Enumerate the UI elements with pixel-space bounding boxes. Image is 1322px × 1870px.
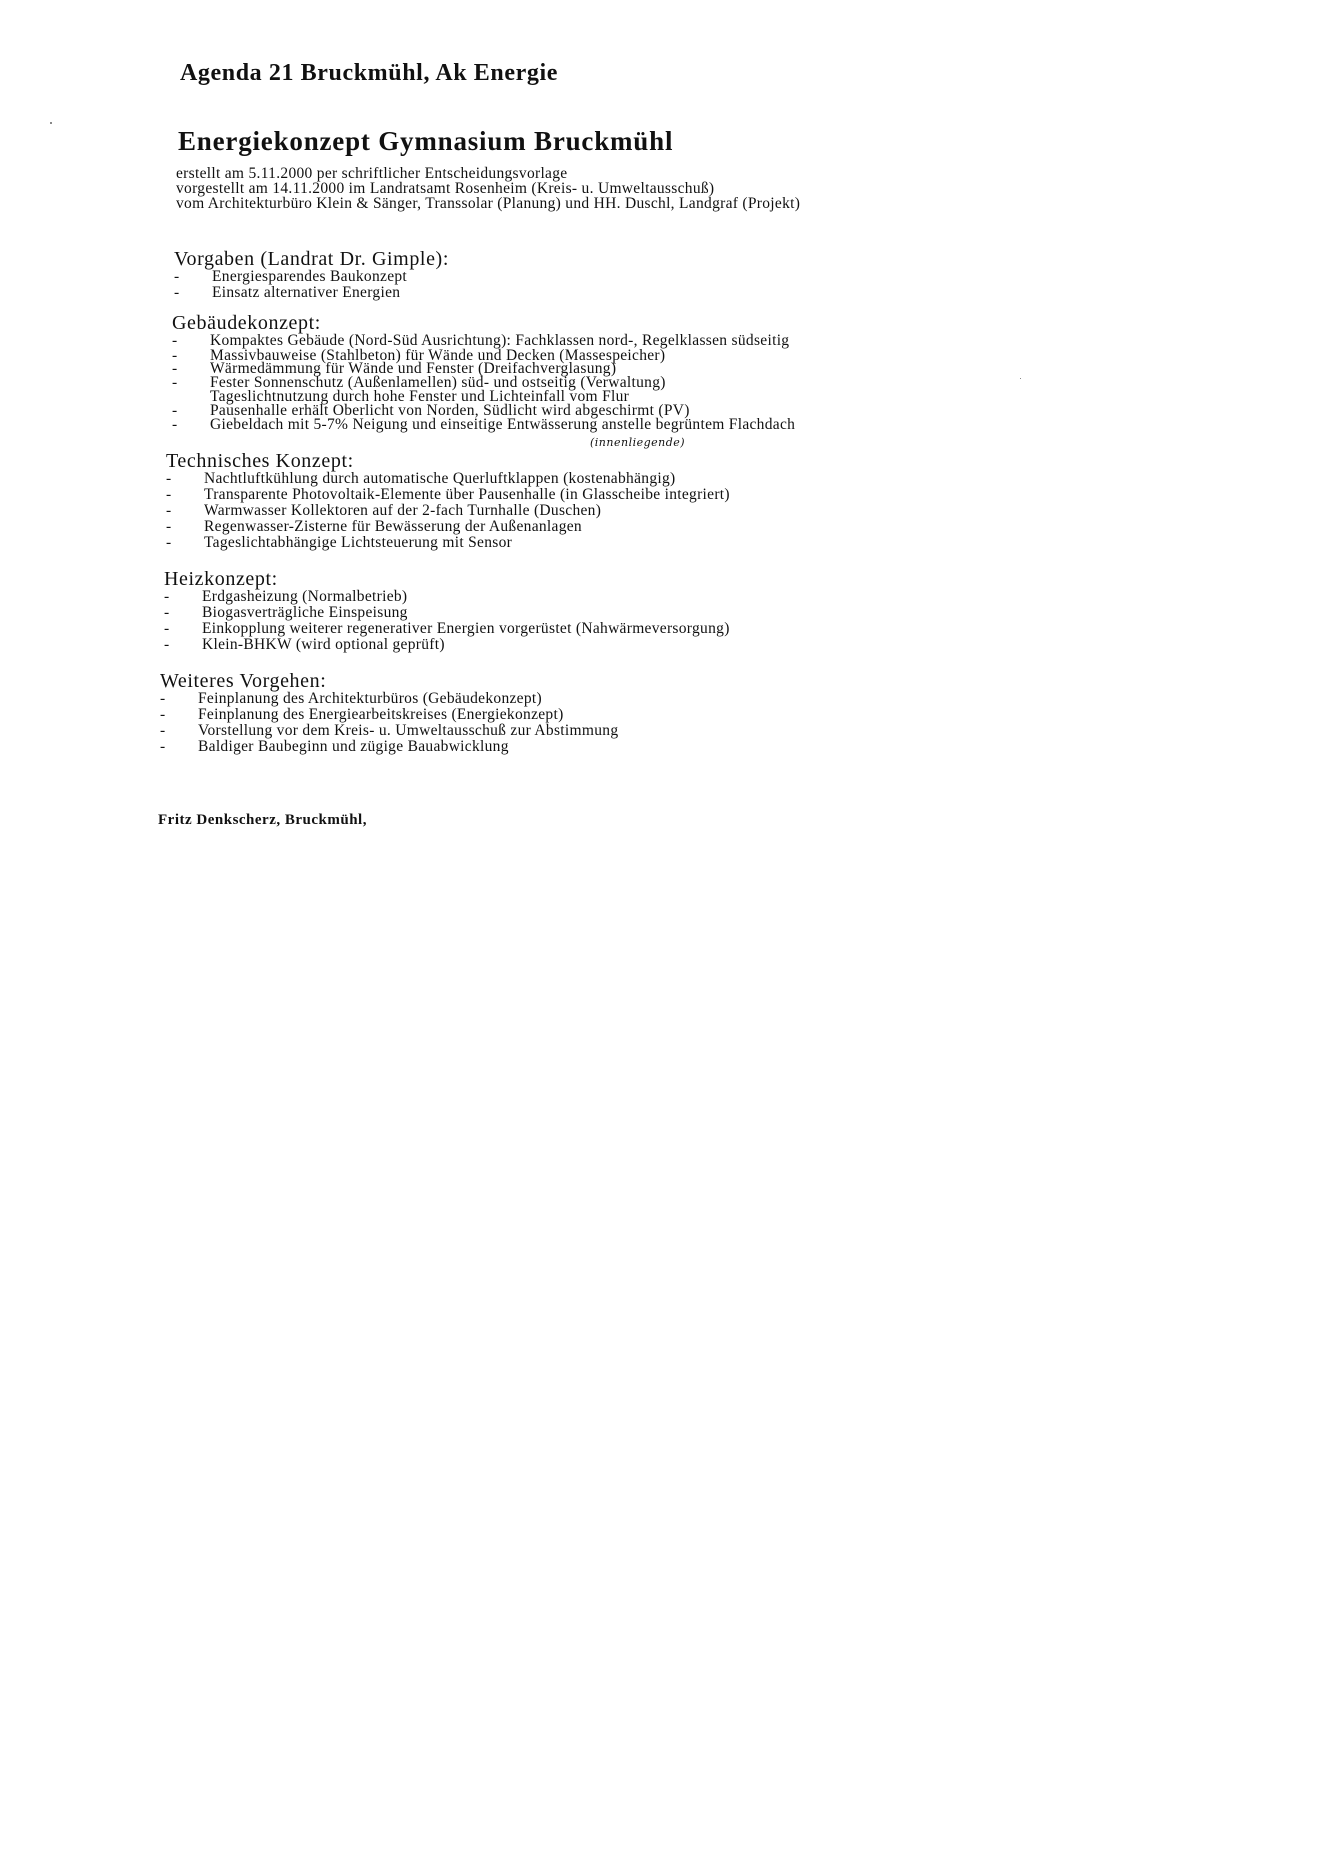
section-technisches-konzept bbox=[166, 452, 730, 551]
list-dash: - bbox=[160, 706, 166, 723]
document-header: Agenda 21 Bruckmühl, Ak Energie bbox=[180, 60, 558, 86]
list-item bbox=[160, 723, 618, 739]
list-item-text: Biogasverträgliche Einspeisung bbox=[202, 604, 408, 621]
section-weiteres-vorgehen bbox=[160, 672, 618, 755]
section-heading: Heizkonzept: bbox=[164, 568, 278, 590]
list-item-text: Nachtluftkühlung durch automatische Querluftklappen (kostenabhängig) bbox=[204, 470, 676, 487]
list-item bbox=[166, 535, 730, 551]
list-dash: - bbox=[172, 332, 178, 349]
intro-line: vom Architekturbüro Klein & Sänger, Transsolar (Planung) und HH. Duschl, Landgraf (Projekt) bbox=[176, 195, 801, 212]
section-heading: Gebäudekonzept: bbox=[172, 312, 321, 334]
list-dash: - bbox=[160, 690, 166, 707]
section-heizkonzept bbox=[164, 570, 730, 653]
list-item bbox=[166, 519, 730, 535]
list-dash: - bbox=[166, 470, 172, 487]
list-item bbox=[174, 285, 449, 301]
list-dash: - bbox=[164, 604, 170, 621]
section-heading: Technisches Konzept: bbox=[166, 450, 354, 472]
list-dash: - bbox=[172, 416, 178, 433]
list-dash: - bbox=[174, 268, 180, 285]
section-vorgaben bbox=[174, 250, 449, 301]
list-dash: - bbox=[164, 620, 170, 637]
list-item-text: Wärmedämmung für Wände und Fenster (Dreifachverglasung) bbox=[210, 360, 617, 377]
list-item bbox=[160, 691, 618, 707]
list-item-text: Massivbauweise (Stahlbeton) für Wände und Decken (Massespeicher) bbox=[210, 347, 666, 364]
intro-block bbox=[176, 166, 800, 211]
list-dash: - bbox=[172, 402, 178, 419]
list-item-text: Vorstellung vor dem Kreis- u. Umweltausschuß zur Abstimmung bbox=[198, 722, 619, 739]
list-dash: - bbox=[172, 360, 178, 377]
list-dash: - bbox=[160, 738, 166, 755]
list-item-text: Erdgasheizung (Normalbetrieb) bbox=[202, 588, 408, 605]
list-item-text: Baldiger Baubeginn und zügige Bauabwicklung bbox=[198, 738, 509, 755]
list-item-text: Fester Sonnenschutz (Außenlamellen) süd- und ostseitig (Verwaltung) bbox=[210, 374, 666, 391]
list-dash: - bbox=[166, 534, 172, 551]
list-item-text: Kompaktes Gebäude (Nord-Süd Ausrichtung): Fachklassen nord-, Regelklassen südseitig bbox=[210, 332, 790, 349]
list-item bbox=[164, 605, 730, 621]
list-dash: - bbox=[174, 284, 180, 301]
list-dash: - bbox=[166, 518, 172, 535]
scan-speck bbox=[50, 122, 52, 124]
list-item bbox=[164, 589, 730, 605]
list-item-text: Feinplanung des Architekturbüros (Gebäudekonzept) bbox=[198, 690, 542, 707]
list-item-text: Klein-BHKW (wird optional geprüft) bbox=[202, 636, 445, 653]
list-item bbox=[160, 707, 618, 723]
list-item-text: Giebeldach mit 5-7% Neigung und einseitige Entwässerung anstelle begrüntem Flachdach bbox=[210, 416, 796, 433]
handwritten-note: (innenliegende) bbox=[590, 436, 686, 449]
list-dash: - bbox=[166, 486, 172, 503]
list-item-text: Warmwasser Kollektoren auf der 2-fach Turnhalle (Duschen) bbox=[204, 502, 602, 519]
list-item-text: Energiesparendes Baukonzept bbox=[212, 268, 408, 285]
list-item-text: Einsatz alternativer Energien bbox=[212, 284, 401, 301]
list-dash: - bbox=[172, 374, 178, 391]
list-dash: - bbox=[166, 502, 172, 519]
list-dash: - bbox=[164, 588, 170, 605]
list-item-continuation: Tageslichtnutzung durch hohe Fenster und Lichteinfall vom Flur bbox=[210, 388, 630, 405]
list-item-text: Feinplanung des Energiearbeitskreises (Energiekonzept) bbox=[198, 706, 564, 723]
section-heading: Weiteres Vorgehen: bbox=[160, 670, 327, 692]
signature: Fritz Denkscherz, Bruckmühl, bbox=[158, 812, 367, 828]
section-gebaeudekonzept bbox=[172, 314, 795, 432]
document-title: Energiekonzept Gymnasium Bruckmühl bbox=[178, 126, 674, 156]
list-item bbox=[164, 621, 730, 637]
list-item bbox=[166, 503, 730, 519]
list-item bbox=[172, 418, 795, 432]
list-item bbox=[166, 487, 730, 503]
list-item-text: Transparente Photovoltaik-Elemente über Pausenhalle (in Glasscheibe integriert) bbox=[204, 486, 730, 503]
intro-line: erstellt am 5.11.2000 per schriftlicher Entscheidungsvorlage bbox=[176, 165, 568, 182]
list-item bbox=[164, 637, 730, 653]
list-item bbox=[174, 269, 449, 285]
list-item-text: Regenwasser-Zisterne für Bewässerung der Außenanlagen bbox=[204, 518, 582, 535]
list-dash: - bbox=[164, 636, 170, 653]
list-dash: - bbox=[160, 722, 166, 739]
list-item bbox=[166, 471, 730, 487]
list-dash: - bbox=[172, 347, 178, 364]
list-item-text: Pausenhalle erhält Oberlicht von Norden, Südlicht wird abgeschirmt (PV) bbox=[210, 402, 690, 419]
list-item-text: Tageslichtabhängige Lichtsteuerung mit Sensor bbox=[204, 534, 513, 551]
section-heading: Vorgaben (Landrat Dr. Gimple): bbox=[174, 248, 449, 270]
list-item-text: Einkopplung weiterer regenerativer Energien vorgerüstet (Nahwärmeversorgung) bbox=[202, 620, 730, 637]
scan-speck bbox=[1020, 378, 1021, 379]
intro-line: vorgestellt am 14.11.2000 im Landratsamt Rosenheim (Kreis- u. Umweltausschuß) bbox=[176, 180, 715, 197]
list-item bbox=[160, 739, 618, 755]
